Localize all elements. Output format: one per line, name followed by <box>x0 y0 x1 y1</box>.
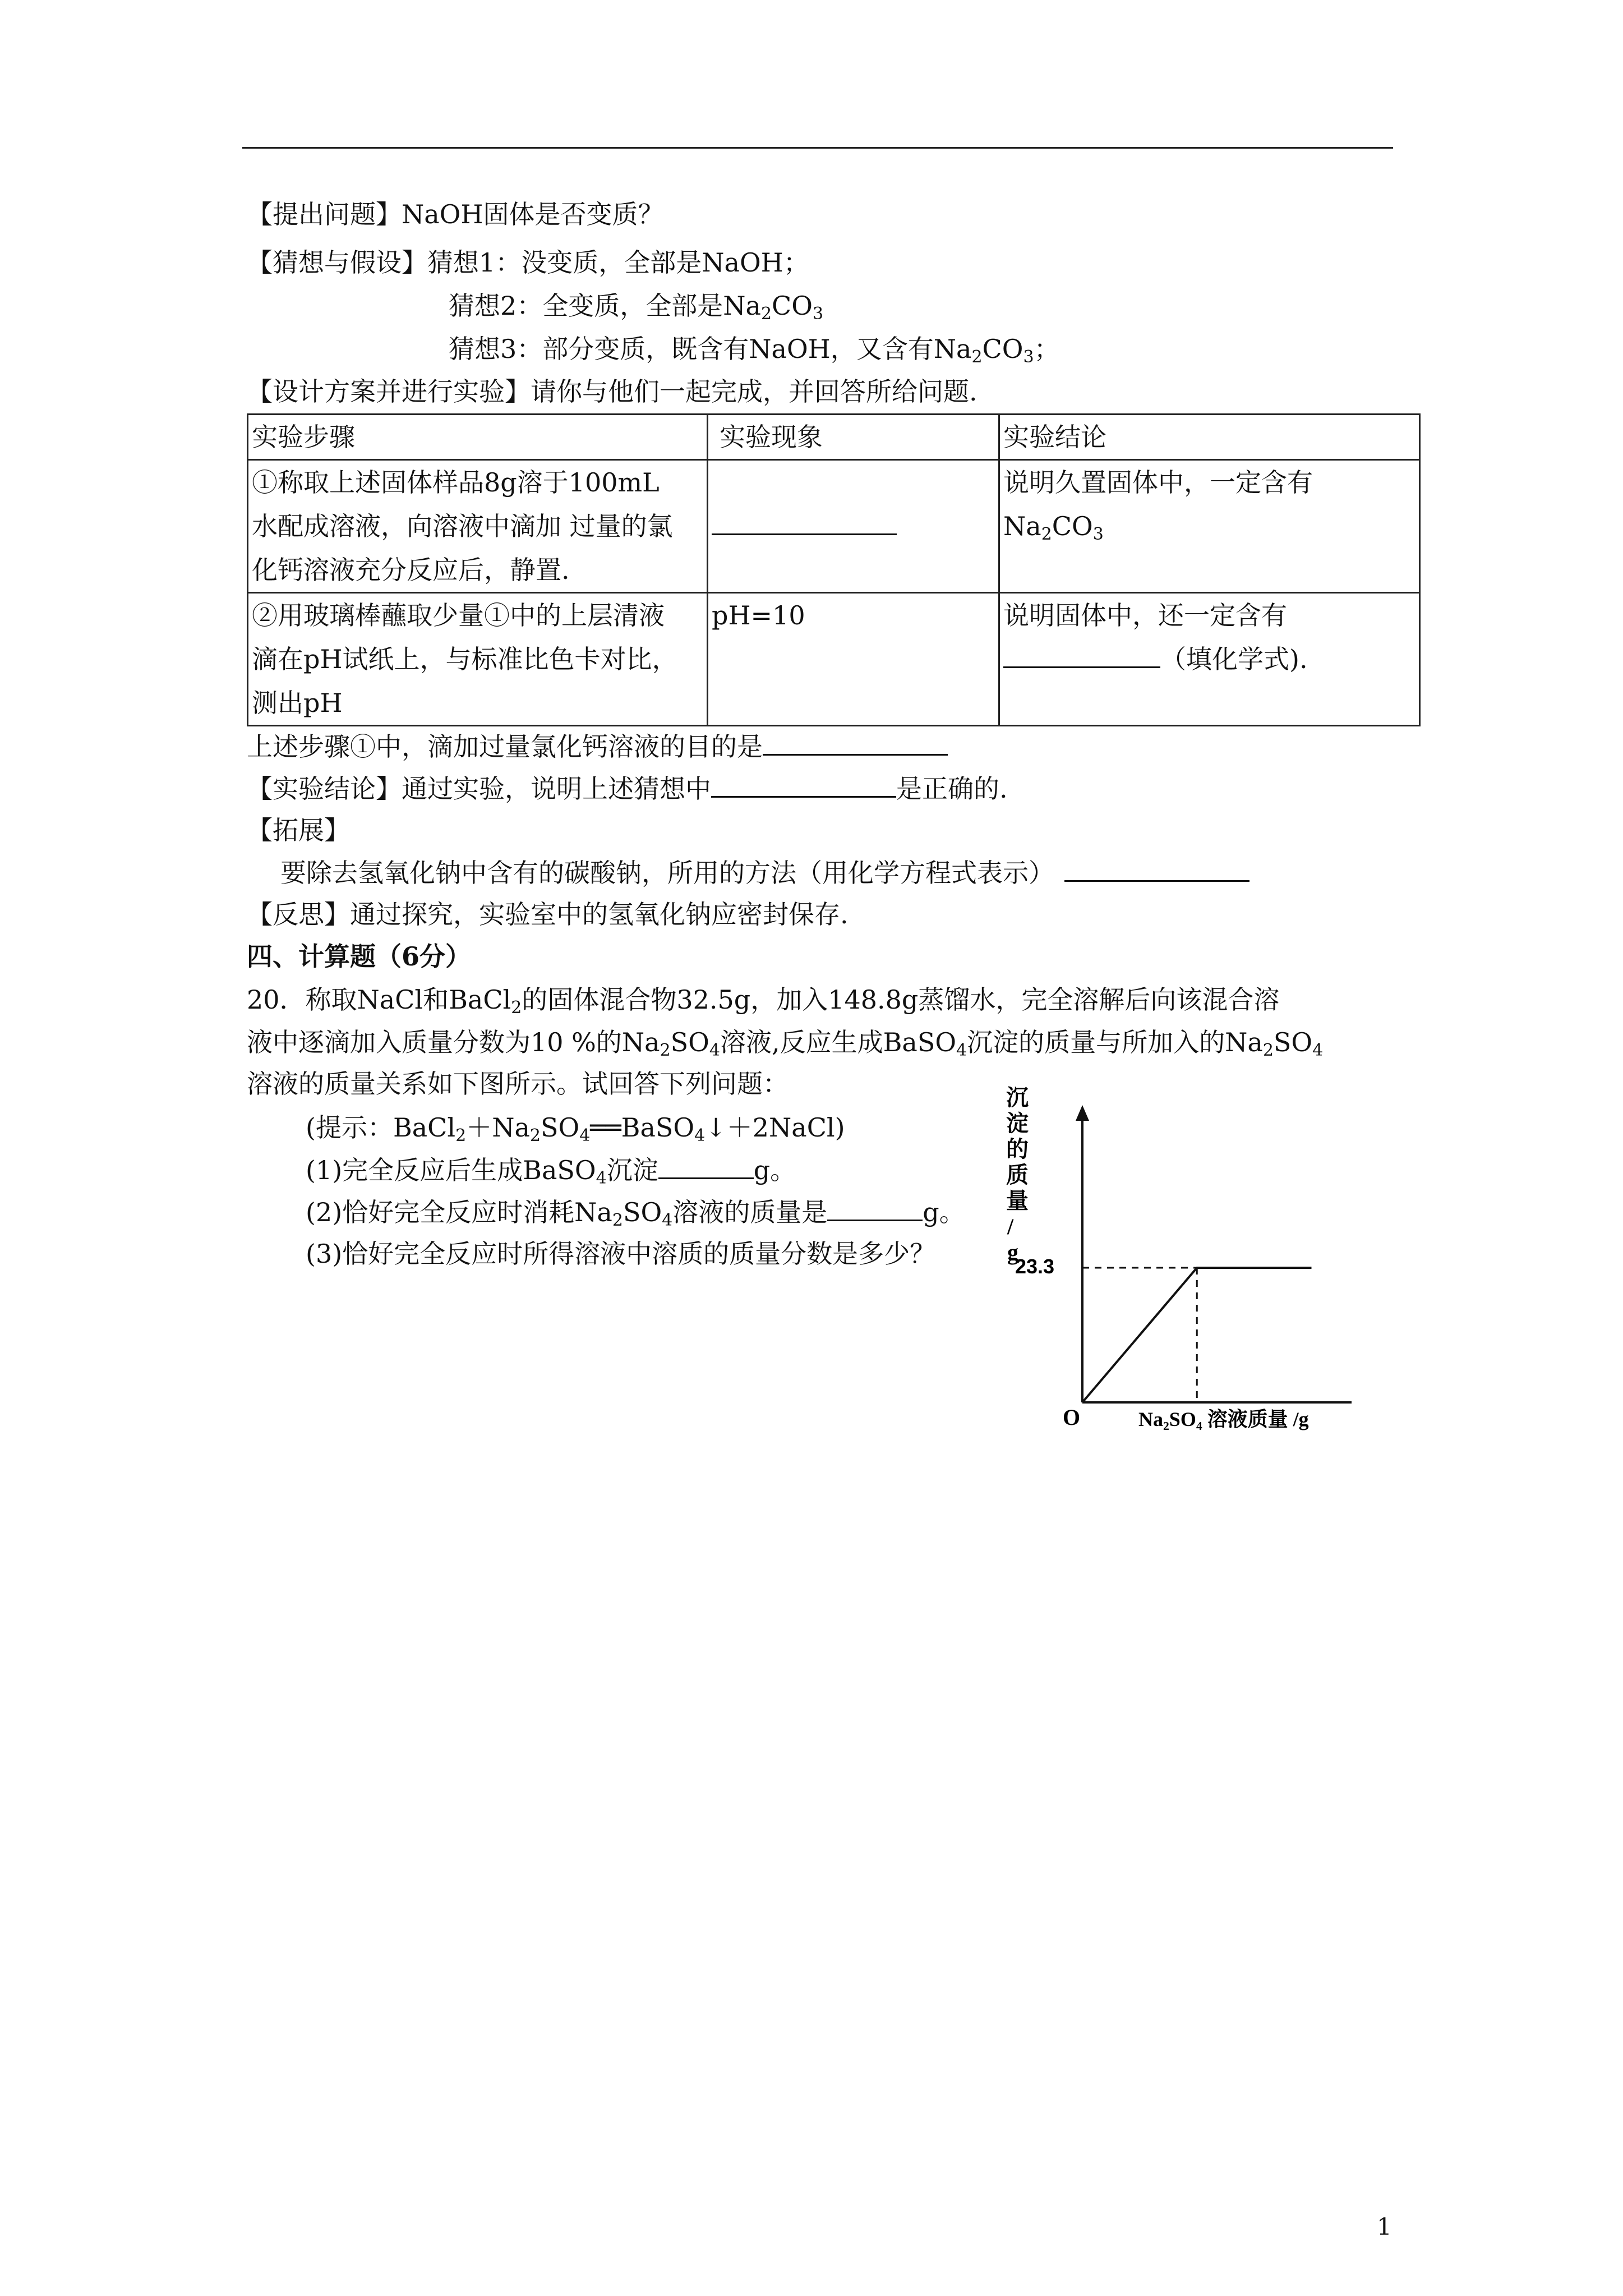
header-rule <box>242 147 1393 149</box>
y-axis-label <box>1006 1085 1029 1265</box>
precipitate-chart <box>1004 1083 1363 1430</box>
extend-title: 【拓展】 <box>247 815 350 845</box>
y-tick-label: 23.3 <box>1015 1255 1055 1278</box>
row2-conclusion-blank[interactable] <box>1003 642 1160 668</box>
y-axis-label-char: 的 <box>1006 1137 1029 1162</box>
section-4-title: 四、计算题（6分） <box>247 941 472 972</box>
y-axis-label-char: 量 <box>1006 1188 1029 1213</box>
header-conclusion: 实验结论 <box>999 415 1420 460</box>
reflect-line: 【反思】通过探究，实验室中的氢氧化钠应密封保存. <box>247 899 849 930</box>
q20-line-2: 液中逐滴加入质量分数为10 %的$Na_2SO_4$溶液,反应生成BaSO$_4$沉淀的质量与所加入的$Na_2SO_4$ <box>247 1027 1324 1060</box>
table-header-row <box>248 415 1420 460</box>
header-step: 实验步骤 <box>248 415 708 460</box>
conclusion-line: 【实验结论】通过实验，说明上述猜想中 是正确的. <box>247 771 1008 806</box>
origin-label: O <box>1063 1405 1081 1430</box>
row2-step: ②用玻璃棒蘸取少量①中的上层清液 滴在pH试纸上，与标准比色卡对比， 测出pH <box>248 593 708 726</box>
q20-part-1: (1)完全反应后生成BaSO$_4$沉淀 g。 <box>306 1153 796 1187</box>
row2-phenomenon: pH=10 <box>708 593 999 726</box>
y-axis-label-char: 沉 <box>1006 1085 1029 1110</box>
q20-line-1: 20．称取NaCl和BaCl$_2$的固体混合物32.5g，加入148.8g蒸馏水，完全溶解后向该混合溶 <box>247 984 1280 1018</box>
conclusion-blank[interactable] <box>711 771 896 798</box>
design-instruction: 【设计方案并进行实验】请你与他们一起完成，并回答所给问题. <box>247 376 978 407</box>
hypothesis-3: 猜想3：部分变质，既含有NaOH，又含有$Na_2CO_3$； <box>449 334 1060 367</box>
hypothesis-title: 【猜想与假设】 <box>247 247 427 278</box>
hypothesis-2: 猜想2：全变质，全部是$Na_2CO_3$ <box>449 291 824 324</box>
hypothesis-1: 猜想1：没变质，全部是NaOH； <box>427 247 809 278</box>
y-axis-arrow <box>1076 1105 1089 1121</box>
svg-text:沉淀的质量/g <box>1006 1085 1029 1265</box>
y-axis-label-char: 淀 <box>1006 1111 1029 1136</box>
q20-part-2: (2)恰好完全反应时消耗$Na_2SO_4$溶液的质量是 g。 <box>306 1195 965 1229</box>
page-number: 1 <box>1377 2213 1392 2240</box>
table-row <box>248 460 1420 593</box>
extend-blank[interactable] <box>1064 855 1249 882</box>
y-axis-label-char: g <box>1007 1240 1018 1265</box>
q20-hint: (提示：$BaCl_2+Na_2SO_4══BaSO_4↓+2NaCl$) <box>306 1112 845 1145</box>
question-ask: 【提出问题】NaOH固体是否变质？ <box>247 199 664 229</box>
part-2-blank[interactable] <box>827 1195 923 1221</box>
part-1-blank[interactable] <box>658 1153 754 1179</box>
q20-line-3: 溶液的质量关系如下图所示。试回答下列问题： <box>247 1069 789 1099</box>
row1-conclusion: 说明久置固体中，一定含有 $Na_2CO_3$ <box>999 460 1420 593</box>
y-axis-label-char: / <box>1007 1214 1014 1239</box>
hypothesis-1-line <box>247 246 809 279</box>
row1-phenomenon-blank[interactable] <box>708 460 999 593</box>
experiment-table <box>247 413 1421 726</box>
extend-question: 要除去氢氧化钠中含有的碳酸钠，所用的方法（用化学方程式表示） <box>280 855 1249 890</box>
purpose-blank[interactable] <box>763 729 948 756</box>
purpose-question: 上述步骤①中，滴加过量氯化钙溶液的目的是 <box>247 729 948 763</box>
row2-conclusion: 说明固体中，还一定含有 （填化学式). <box>999 593 1420 726</box>
header-phenomenon: 实验现象 <box>708 415 999 460</box>
y-axis-label-char: 质 <box>1006 1162 1029 1188</box>
x-axis-label: Na₂SO₄ 溶液质量 /g <box>1138 1408 1309 1430</box>
table-row <box>248 593 1420 726</box>
row1-step: ①称取上述固体样品8g溶于100mL 水配成溶液，向溶液中滴加 过量的氯 化钙溶液充分反应后，静置. <box>248 460 708 593</box>
q20-part-3: (3)恰好完全反应时所得溶液中溶质的质量分数是多少？ <box>306 1239 936 1269</box>
